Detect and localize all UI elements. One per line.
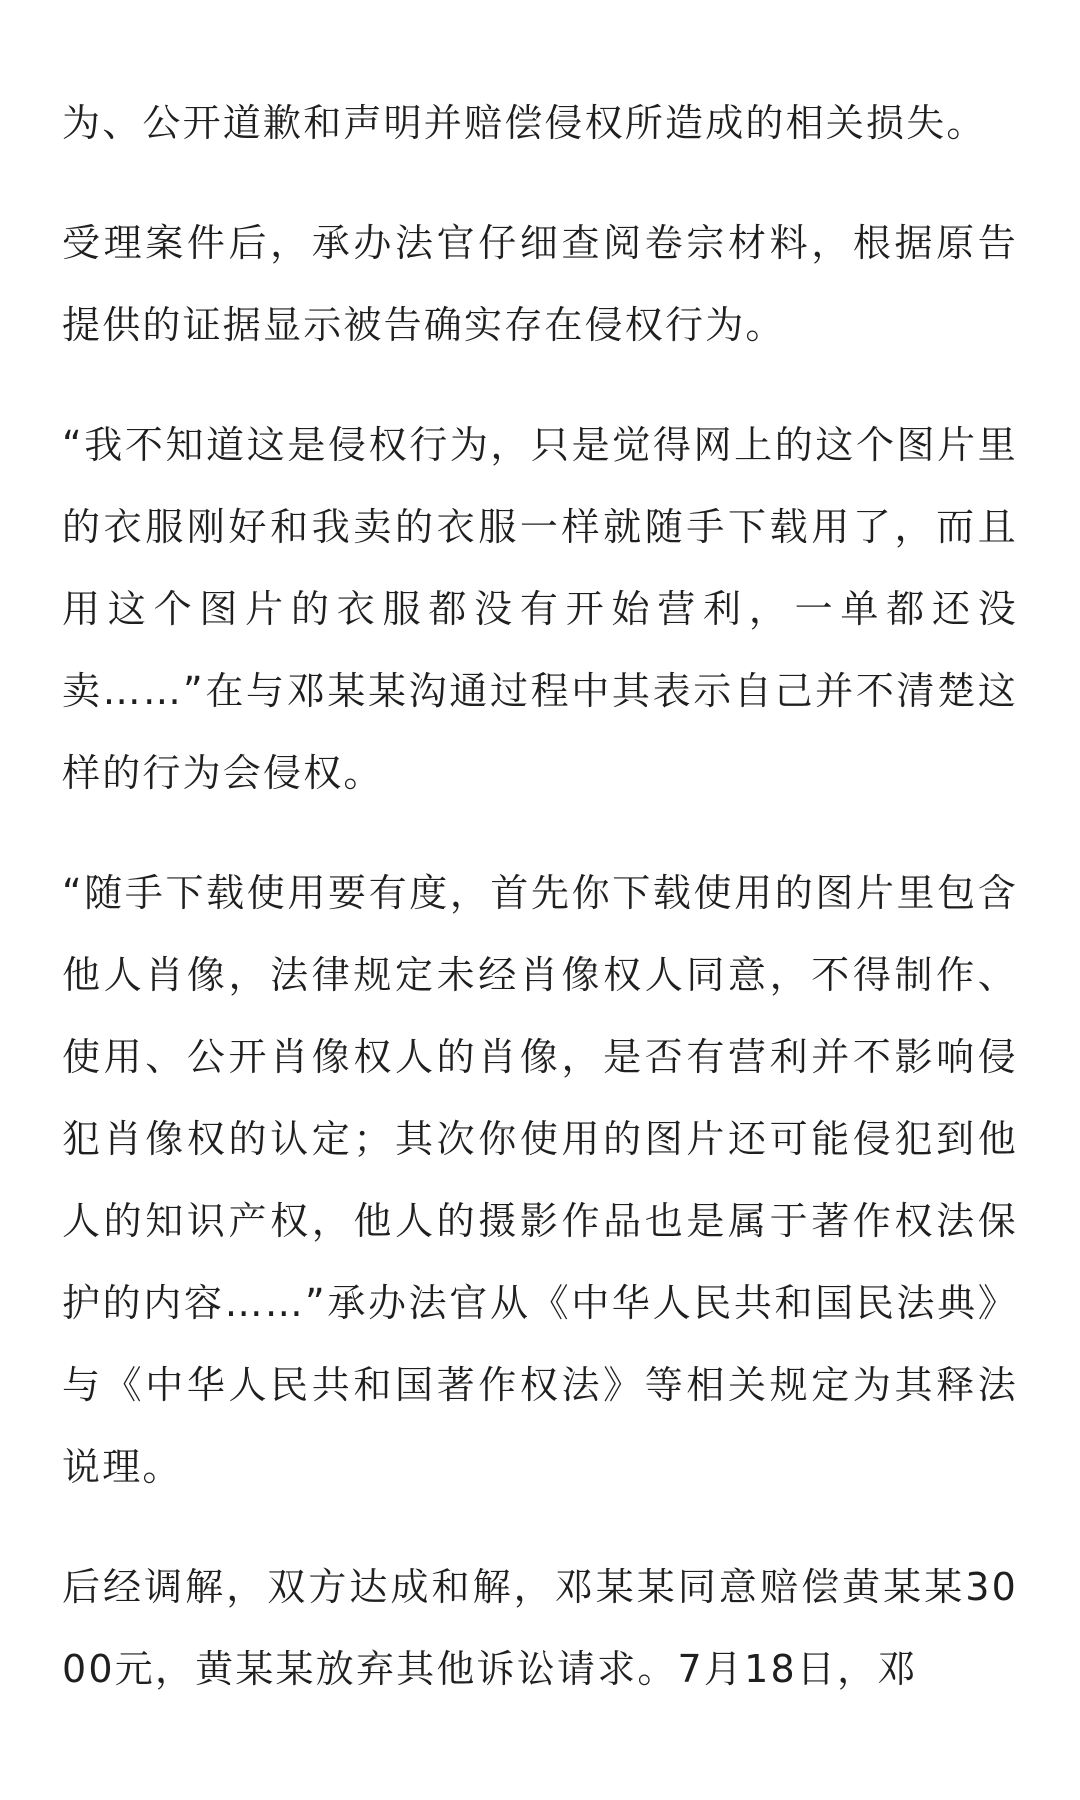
paragraph-apology-loss: 为、公开道歉和声明并赔偿侵权所造成的相关损失。 bbox=[62, 101, 987, 145]
paragraph-judge-explanation: “随手下载使用要有度，首先你下载使用的图片里包含他人肖像，法律规定未经肖像权人同意，不得制作、使用、公开肖像权人的肖像，是否有营利并不影响侵犯肖像权的认定；其次你使用的图片还可能侵犯到他人的知识产权，他人的摄影作品也是属于著作权法保护的内容……”承办法官从《中华人民共和国民法典》与《中华人民共和国著作权法》等相关规定为其释法说理。 bbox=[62, 871, 1018, 1489]
paragraph-case-review: 受理案件后，承办法官仔细查阅卷宗材料，根据原告提供的证据显示被告确实存在侵权行为。 bbox=[62, 221, 1018, 347]
article-body bbox=[62, 82, 1018, 1710]
paragraph-mediation-result: 后经调解，双方达成和解，邓某某同意赔偿黄某某3000元，黄某某放弃其他诉讼请求。7月18日，邓 bbox=[62, 1565, 1018, 1691]
paragraph-defendant-statement: “我不知道这是侵权行为，只是觉得网上的这个图片里的衣服刚好和我卖的衣服一样就随手下载用了，而且用这个图片的衣服都没有开始营利，一单都还没卖……”在与邓某某沟通过程中其表示自己并不清楚这样的行为会侵权。 bbox=[62, 423, 1018, 795]
